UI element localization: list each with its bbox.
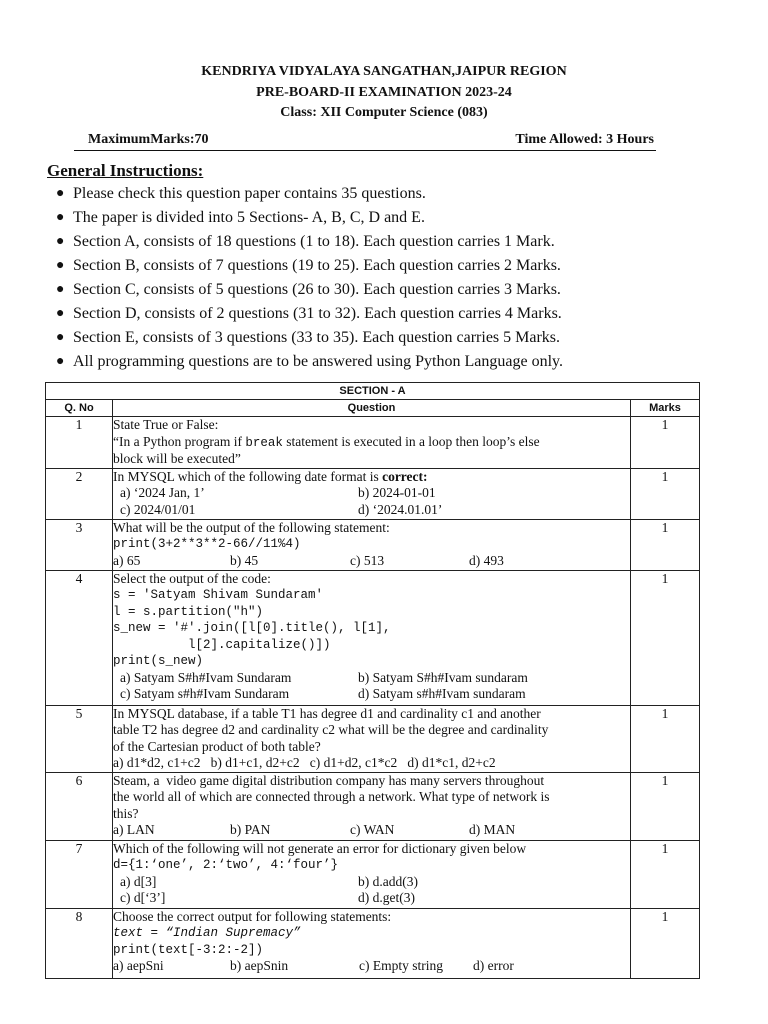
- option: a) ‘2024 Jan, 1’: [120, 485, 205, 500]
- instructions-list: [52, 184, 692, 376]
- question-number: 1: [46, 417, 113, 469]
- options-row: [113, 890, 630, 907]
- bullet-icon: ●: [56, 186, 65, 201]
- option: b) Satyam S#h#Ivam sundaram: [358, 669, 528, 685]
- question-number: 3: [46, 519, 113, 570]
- question-row: [46, 417, 700, 469]
- instruction-item: ● Section D, consists of 2 questions (31 to 32). Each question carries 4 Marks.: [56, 305, 562, 322]
- question-text: Steam, a video game digital distribution company has many servers throughout the world all of which are connected through a network. What type of network is this? a) LAN b) PAN c) WAN d) MAN: [113, 772, 631, 840]
- general-instructions-title: General Instructions:: [47, 161, 204, 180]
- bullet-icon: ●: [56, 330, 65, 345]
- question-number: 8: [46, 908, 113, 978]
- options-row: [113, 553, 630, 570]
- option: c) 513: [350, 552, 385, 568]
- options-row: [113, 670, 630, 687]
- options-row: [113, 485, 630, 502]
- options-row: [113, 822, 630, 839]
- instruction-item: ● Section A, consists of 18 questions (1 to 18). Each question carries 1 Mark.: [56, 233, 555, 250]
- question-text: What will be the output of the following statement: print(3+2**3**2-66//11%4) a) 65 b) 45 c) 513 d) 493: [113, 519, 631, 570]
- exam-name: PRE-BOARD-II EXAMINATION 2023-24: [256, 85, 512, 100]
- question-text: State True or False: “In a Python program if break statement is executed in a loop then loop’s else block will be executed”: [113, 417, 631, 469]
- option: b) 2024-01-01: [358, 485, 436, 500]
- options-row: [113, 502, 630, 519]
- question-marks: 1: [631, 417, 700, 469]
- question-text: In MYSQL which of the following date format is correct: a) ‘2024 Jan, 1’ b) 2024-01-01 c) 2024/01/01 d) ‘2024.01.01’: [113, 468, 631, 519]
- exam-body-title: KENDRIYA VIDYALAYA SANGATHAN,JAIPUR REGION: [201, 64, 567, 79]
- question-row: [46, 570, 700, 705]
- time-allowed: Time Allowed: 3 Hours: [515, 132, 654, 147]
- option: a) Satyam S#h#Ivam Sundaram: [120, 669, 292, 685]
- option: c) WAN: [350, 822, 395, 837]
- question-row: [46, 772, 700, 840]
- section-title: SECTION - A: [46, 383, 700, 400]
- question-number: 4: [46, 570, 113, 705]
- question-row: [46, 840, 700, 908]
- instruction-item: ● Section B, consists of 7 questions (19 to 25). Each question carries 2 Marks.: [56, 257, 561, 274]
- options-row: [113, 874, 630, 891]
- option: c) 2024/01/01: [120, 501, 196, 517]
- option: c) Satyam s#h#Ivam Sundaram: [120, 686, 290, 701]
- question-marks: 1: [631, 772, 700, 840]
- option: b) d.add(3): [358, 873, 418, 889]
- column-header-marks: Marks: [631, 400, 700, 417]
- options-row: [113, 686, 630, 703]
- column-header-question: Question: [113, 400, 631, 417]
- question-text: Which of the following will not generate an error for dictionary given below d={1:‘one’, 2:‘two’, 4:‘four’} a) d[3] b) d.add(3) c) d[‘3’] d) d.get(3): [113, 840, 631, 908]
- question-row: [46, 908, 700, 978]
- question-number: 6: [46, 772, 113, 840]
- question-row: [46, 519, 700, 570]
- option: c) Empty string: [359, 958, 443, 973]
- column-header-qno: Q. No: [46, 400, 113, 417]
- question-marks: 1: [631, 519, 700, 570]
- question-text: Choose the correct output for following statements: text = “Indian Supremacy” print(text[-3:2:-2]) a) aepSni b) aepSnin c) Empty string d) error: [113, 908, 631, 978]
- question-number: 7: [46, 840, 113, 908]
- instruction-item: ● The paper is divided into 5 Sections- A, B, C, D and E.: [56, 209, 425, 226]
- question-marks: 1: [631, 570, 700, 705]
- question-text: Select the output of the code: s = 'Satyam Shivam Sundaram' l = s.partition("h") s_new = '#'.join([l[0].title(), l[1], l[2].capitalize()]) print(s_new) a) Satyam S#h#Ivam Sundaram b) Satyam S#h#Ivam sundaram c) Satyam s#h#Ivam Sundaram d) Satyam s#h#Ivam sundaram: [113, 570, 631, 705]
- option: a) d[3]: [120, 873, 157, 889]
- option: b) aepSnin: [230, 958, 289, 973]
- bullet-icon: ●: [56, 258, 65, 273]
- option: d) ‘2024.01.01’: [358, 501, 443, 517]
- option: b) PAN: [230, 822, 271, 837]
- options-row: [113, 958, 630, 975]
- instruction-item: ● Section E, consists of 3 questions (33 to 35). Each question carries 5 Marks.: [56, 329, 561, 346]
- question-number: 2: [46, 468, 113, 519]
- question-number: 5: [46, 705, 113, 772]
- option: b) 45: [230, 552, 259, 568]
- marks-time-row: [74, 132, 656, 151]
- option: a) 65: [113, 552, 141, 568]
- option: c) d[‘3’]: [120, 890, 166, 905]
- instruction-item: ● Section C, consists of 5 questions (26 to 30). Each question carries 3 Marks.: [56, 281, 561, 298]
- exam-class: Class: XII Computer Science (083): [280, 105, 488, 120]
- option: d) d.get(3): [358, 890, 415, 905]
- question-table: [45, 382, 700, 979]
- question-text: In MYSQL database, if a table T1 has degree d1 and cardinality c1 and another table T2 has degree d2 and cardinality c2 what will be the degree and cardinality of the Cartesian product of both table? a) d1*d2, c1+c2 b) d1+c1, d2+c2 c) d1+d2, c1*c2 d) d1*c1, d2+c2: [113, 705, 631, 772]
- question-marks: 1: [631, 705, 700, 772]
- maximum-marks: MaximumMarks:70: [88, 132, 209, 147]
- option: a) LAN: [113, 822, 155, 837]
- question-row: [46, 705, 700, 772]
- instruction-item: ● Please check this question paper contains 35 questions.: [56, 185, 426, 202]
- option: d) error: [473, 958, 514, 973]
- option: d) 493: [469, 552, 504, 568]
- bullet-icon: ●: [56, 210, 65, 225]
- bullet-icon: ●: [56, 234, 65, 249]
- instruction-item: ● All programming questions are to be answered using Python Language only.: [56, 353, 563, 370]
- question-marks: 1: [631, 908, 700, 978]
- bullet-icon: ●: [56, 306, 65, 321]
- question-marks: 1: [631, 468, 700, 519]
- option: a) aepSni: [113, 958, 164, 973]
- bullet-icon: ●: [56, 354, 65, 369]
- option: d) MAN: [469, 822, 516, 837]
- question-marks: 1: [631, 840, 700, 908]
- option: d) Satyam s#h#Ivam sundaram: [358, 686, 526, 701]
- bullet-icon: ●: [56, 282, 65, 297]
- question-row: [46, 468, 700, 519]
